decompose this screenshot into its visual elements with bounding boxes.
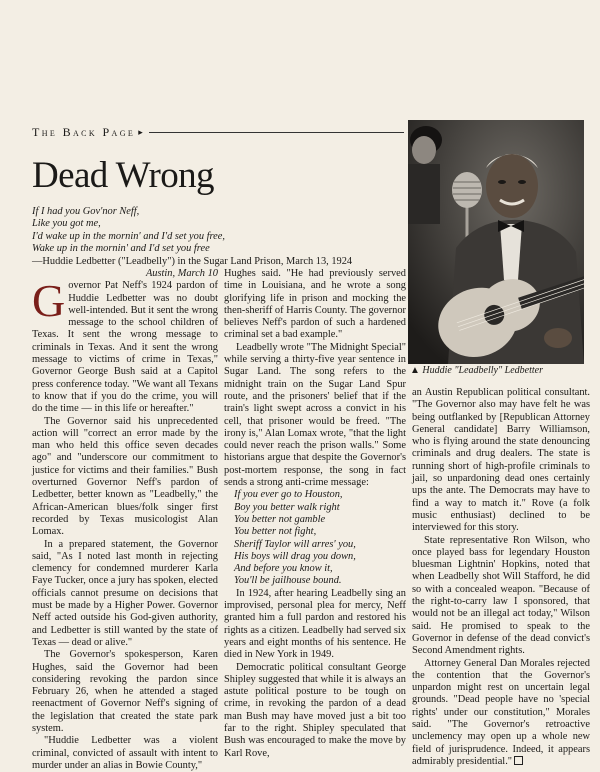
- paragraph: Democratic political consultant George Shipley suggested that while it is always an astute political posture to be tough on crime, in revoking the pardon of a dead man Bush may have moved just a bit too far to the right. Shipley speculated that Bush was encouraged to make the move by Karl Rove,: [224, 661, 406, 759]
- paragraph: In 1924, after hearing Leadbelly sing an improvised, personal plea for mercy, Neff granted him a full pardon and restored his rights as a citizen. Leadbelly had served six years and eight months of his sentence. He died in New York in 1949.: [224, 587, 406, 661]
- paragraph: Leadbelly wrote "The Midnight Special" while serving a thirty-five year sentence in Sugar Land. The song refers to the midnight train on the Sugar Land Spur route, and the prisoners' belief that if the train's light swept across a convict in his cell, that prisoner would be freed. "The irony is," Alan Lomax wrote, "that the light could never reach the prison walls." Some historians argue that despite the Governor's post-mortem response, the song in fact sends a strong anti-crime message:: [224, 341, 406, 489]
- paragraph: State representative Ron Wilson, who once played bass for legendary Houston bluesman Lightnin' Hopkins, noted that when Leadbelly shot Will Stafford, he did so with a concealed weapon. "Because of the right-to-carry law I sponsored, that would not be an illegal act today," Wilson said. He promised to speak to the Governor in defense of the dead convict's Second Amendment rights.: [412, 534, 590, 657]
- paragraph: "Huddie Ledbetter was a violent criminal, convicted of assault with intent to murder under an alias in Bowie County,": [32, 735, 218, 771]
- article-column-1: [32, 268, 218, 772]
- epigraph-credit: —Huddie Ledbetter ("Leadbelly") in the Sugar Land Prison, March 13, 1924: [32, 255, 353, 267]
- drop-cap: G: [32, 275, 66, 327]
- section-header: [32, 124, 404, 140]
- section-label: The Back Page: [32, 124, 136, 139]
- paragraph: In a prepared statement, the Governor said, "As I noted last month in rejecting clemency for condemned murderer Karla Faye Tucker, once a jury has spoken, elected officials cannot presume on decisions that must be made by a Higher Power. Governor Neff acted outside his God-given authority, and Ledbetter is still wanted by the state of Texas — dead or alive.": [32, 538, 218, 648]
- paragraph: Attorney General Dan Morales rejected the contention that the Governor's unpardon might rest on uncertain legal grounds. "Dead people have no 'special rights' under our constitution," Morales said. "The Governor's retroactive unclemency may open up a whole new field of jurisprudence. Indeed, it appears admirably presidential.": [412, 657, 590, 767]
- epigraph-line: I'd wake up in the mornin' and I'd set you free,: [32, 230, 225, 242]
- guitar-player-photo-icon: [408, 120, 584, 364]
- verse-line: His boys will drag you down,: [234, 550, 356, 562]
- article-column-3: [412, 387, 590, 768]
- paragraph: an Austin Republican political consultant. "The Governor also may have felt he was being outflanked by [Republican Attorney General candidate] Barry Williamson, who is flying around the state denouncing criminals and drug dealers. The state is running short of high-profile criminals to jail, so unpardoning dead ones certainly ups the ante. The Democrats may have to find a way to match it." Rove (a folk music enthusiast) declined to be interviewed for this story.: [412, 387, 590, 534]
- photo-caption: ▲ Huddie "Leadbelly" Ledbetter: [410, 365, 543, 376]
- epigraph-line: Like you got me,: [32, 218, 101, 230]
- article-title: Dead Wrong: [32, 155, 214, 196]
- arrow-right-icon: ▸: [138, 126, 146, 137]
- paragraph: The Governor said his unprecedented action will "correct an error made by the man who held this office seven decades ago" and "underscore our commitment to justice for victims and their families." Bush overturned Governor Neff's pardon of Ledbetter, better known as "Leadbelly," the African-American blues/folk singer first recorded by Texas musicologist Alan Lomax.: [32, 415, 218, 538]
- song-verse: [224, 489, 406, 587]
- verse-line: You'll be jailhouse bound.: [234, 575, 342, 587]
- epigraph-line: Wake up in the mornin' and I'd set you free: [32, 243, 210, 255]
- paragraph: The Governor's spokesperson, Karen Hughes, said the Governor had been considering revoking the pardon since February 26, when he attended a staged reenactment of Governor Neff's signing of the legislation that created the state park system.: [32, 649, 218, 734]
- verse-line: Sheriff Taylor will arres' you,: [234, 538, 356, 550]
- header-rule: [149, 132, 404, 133]
- paragraph: Governor Pat Neff's 1924 pardon of Huddie Ledbetter was no doubt well-intended. But it sent the wrong message to the school children of Texas. It sent the wrong message to criminals in Texas. And it sent the wrong message to victims of crime in Texas," Governor George Bush said at a Capitol press conference today. "We want all Texans to know that if you do the crime, you will do the time — in this life or hereafter.": [32, 275, 218, 415]
- verse-line: And before you know it,: [234, 563, 333, 575]
- epigraph: [32, 206, 404, 268]
- paragraph: Hughes said. "He had previously served time in Louisiana, and he wrote a song glorifying life in prison and mocking the then-sheriff of Harris County. The governor believes Neff's pardon of such a hardened criminal set a bad example.": [224, 268, 406, 341]
- epigraph-line: If I had you Gov'nor Neff,: [32, 206, 140, 217]
- verse-line: You better not gamble: [234, 513, 326, 525]
- article-column-2: [224, 268, 406, 760]
- dateline: Austin, March 10: [145, 268, 218, 279]
- verse-line: Boy you better walk right: [234, 501, 340, 513]
- verse-line: You better not fight,: [234, 526, 317, 538]
- verse-line: If you ever go to Houston,: [234, 489, 343, 501]
